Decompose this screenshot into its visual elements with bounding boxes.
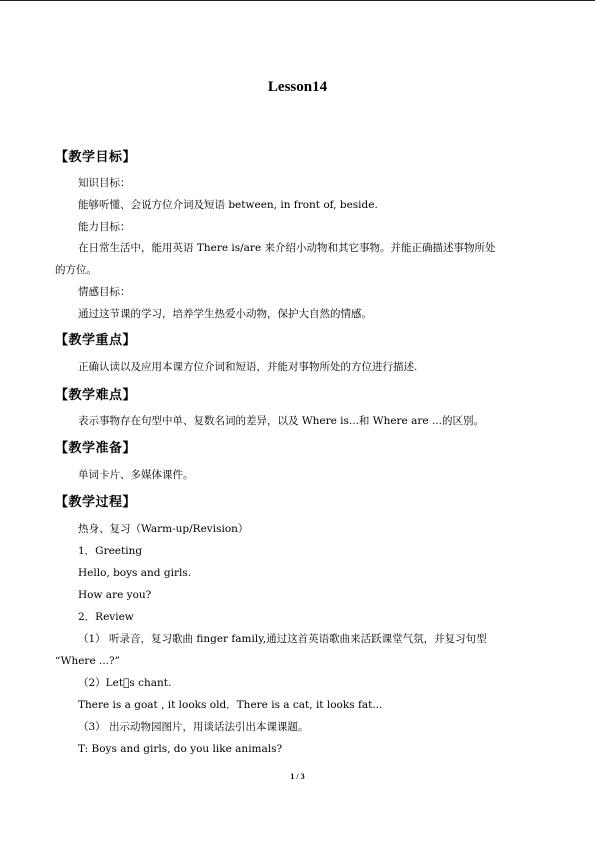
- section-heading-preparation: 【教学准备】: [55, 441, 137, 456]
- ability-label: 能力目标：: [78, 221, 131, 233]
- emotion-label: 情感目标：: [78, 286, 131, 298]
- process-line: 热身、复习（Warm-up/Revision）: [78, 523, 249, 535]
- section-heading-goals: 【教学目标】: [55, 150, 137, 165]
- key-points-text: 正确认读以及应用本课方位介词和短语，并能对事物所处的方位进行描述.: [78, 361, 418, 373]
- process-line: （3） 出示动物园图片，用谈话法引出本课课题。: [78, 721, 309, 733]
- process-line: “Where ...?”: [55, 655, 121, 667]
- difficulties-text: 表示事物存在句型中单、复数名词的差异，以及 Where is...和 Where are ...的区别。: [78, 415, 484, 427]
- ability-text-line-2: 的方位。: [55, 264, 97, 276]
- process-line: Hello, boys and girls.: [78, 567, 192, 579]
- section-heading-difficulties: 【教学难点】: [55, 388, 137, 403]
- knowledge-text: 能够听懂、会说方位介词及短语 between, in front of, beside.: [78, 199, 378, 211]
- process-line: 2．Review: [78, 611, 134, 623]
- preparation-text: 单词卡片、多媒体课件。: [78, 469, 194, 481]
- process-line: There is a goat , it looks old．There is a cat, it looks fat...: [78, 699, 383, 711]
- page-title: Lesson14: [267, 79, 328, 95]
- process-line: （2）Let s chant.: [78, 677, 172, 689]
- section-heading-key-points: 【教学重点】: [55, 333, 137, 348]
- emotion-text: 通过这节课的学习，培养学生热爱小动物，保护大自然的情感。: [78, 308, 372, 320]
- header-rule: [0, 0, 595, 1]
- process-line: How are you?: [78, 589, 152, 601]
- page-number: 1 / 3: [290, 772, 305, 781]
- section-heading-process: 【教学过程】: [55, 495, 137, 510]
- ability-text-line-1: 在日常生活中，能用英语 There is/are 来介绍小动物和其它事物。并能正确描述事物所处: [78, 242, 496, 254]
- process-line: T: Boys and girls, do you like animals?: [78, 743, 283, 755]
- knowledge-label: 知识目标：: [78, 177, 131, 189]
- process-line: 1．Greeting: [78, 545, 143, 557]
- process-line: （1） 听录音，复习歌曲 finger family,通过这首英语歌曲来活跃课堂气氛，并复习句型: [78, 633, 487, 645]
